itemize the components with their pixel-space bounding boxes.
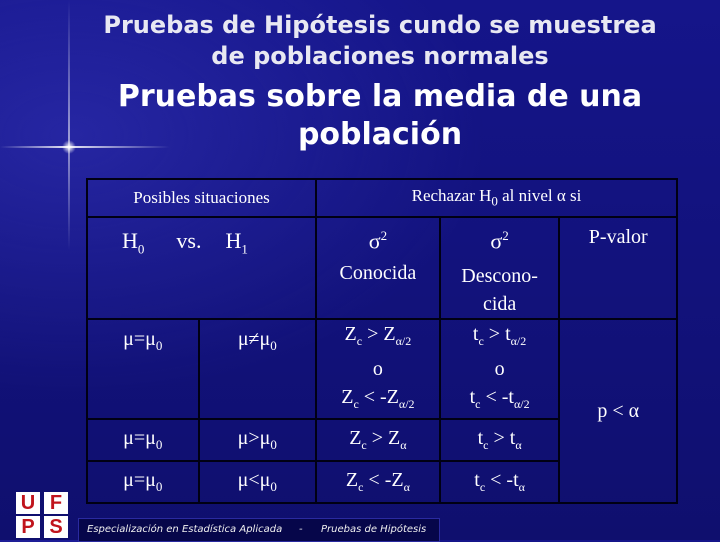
- pvalue-header: P-valor: [588, 226, 648, 248]
- ufps-logo: [14, 490, 70, 538]
- h1-letter: H: [225, 228, 242, 253]
- table-subheader-row: [87, 217, 677, 319]
- row1-h0: [87, 319, 199, 419]
- sigma-known-cell: [316, 217, 440, 319]
- hypothesis-test-table: [86, 178, 678, 504]
- pvalue-rule-cell: [559, 319, 677, 503]
- sigma-sup: 2: [502, 228, 509, 243]
- sigma-letter: σ: [368, 228, 381, 254]
- footer-topic: Pruebas de Hipótesis: [321, 524, 427, 535]
- row1-h1-text: μ≠μ: [237, 328, 271, 351]
- row1-h0-text: μ=μ: [123, 328, 156, 351]
- row1-h1-sub: 0: [270, 338, 277, 354]
- sigma-sup: 2: [380, 228, 388, 243]
- logo-letter-f: F: [44, 492, 68, 514]
- h0-label: [122, 228, 145, 257]
- row1-t-rule: [440, 319, 560, 419]
- h1-sub: 1: [241, 241, 248, 257]
- sigma-letter: σ: [490, 228, 503, 254]
- slide-title-top: [0, 10, 720, 72]
- table-row: [87, 319, 677, 419]
- pvalue-rule: p < α: [597, 399, 640, 422]
- unknown-label-1: Descono-: [461, 265, 538, 288]
- pvalue-header-cell: [559, 217, 677, 319]
- row1-t-line1: $t_c > t_{\alpha/2}$: [472, 323, 527, 349]
- row1-z-line2: $Z_c < -Z_{\alpha/2}$: [341, 386, 415, 412]
- row1-z-or: o: [372, 358, 383, 381]
- row1-h0-sub: 0: [155, 338, 163, 354]
- row3-h0: $\mu=\mu_0$: [87, 461, 199, 503]
- row3-h1: $\mu<\mu_0$: [199, 461, 317, 503]
- row2-z-rule: $Z_c > Z_\alpha$: [316, 419, 440, 461]
- h1-label: [225, 228, 248, 257]
- header-reject-text: Rechazar H: [411, 186, 492, 206]
- row2-h0: $\mu=\mu_0$: [87, 419, 199, 461]
- sigma-unknown-cell: [440, 217, 560, 319]
- h0-vs-h1-cell: [87, 217, 316, 319]
- sigma-unknown-symbol: [441, 228, 559, 254]
- vs-label: vs.: [176, 228, 202, 253]
- title-line-2: de poblaciones normales: [211, 42, 549, 70]
- row1-h1: [199, 319, 317, 419]
- sigma-known-symbol: [317, 228, 439, 254]
- unknown-label: [441, 262, 559, 318]
- header-situations: [87, 179, 316, 217]
- unknown-label-2: cida: [482, 293, 517, 316]
- title-line-1: Pruebas de Hipótesis cundo se muestrea: [103, 11, 657, 39]
- known-label: Conocida: [339, 262, 417, 285]
- table-header-row: [87, 179, 677, 217]
- row1-z-line1: $Z_c > Z_{\alpha/2}$: [344, 323, 412, 349]
- row2-h1: $\mu>\mu_0$: [199, 419, 317, 461]
- header-reject-sub: 0: [491, 193, 498, 209]
- footer-separator: -: [299, 524, 303, 535]
- row1-z-rule: [316, 319, 440, 419]
- logo-letter-s: S: [44, 516, 68, 538]
- h0-letter: H: [122, 228, 138, 253]
- h0-sub: 0: [137, 241, 145, 257]
- logo-letter-u: U: [16, 492, 40, 514]
- title-line-4: población: [297, 117, 463, 152]
- slide-title-main: [0, 78, 720, 154]
- row1-t-or: o: [494, 358, 505, 381]
- footer-course: Especialización en Estadística Aplicada: [87, 524, 283, 535]
- header-reject-tail: al nivel α si: [497, 186, 582, 206]
- title-line-3: Pruebas sobre la media de una: [117, 79, 643, 114]
- header-reject: [316, 179, 677, 217]
- footer-bar: [78, 518, 440, 542]
- row3-t-rule: $t_c < -t_\alpha$: [440, 461, 560, 503]
- row3-z-rule: $Z_c < -Z_\alpha$: [316, 461, 440, 503]
- row2-t-rule: $t_c > t_\alpha$: [440, 419, 560, 461]
- row1-t-line2: $t_c < -t_{\alpha/2}$: [469, 386, 530, 412]
- header-situations-text: Posibles situaciones: [133, 188, 270, 207]
- logo-letter-p: P: [16, 516, 40, 538]
